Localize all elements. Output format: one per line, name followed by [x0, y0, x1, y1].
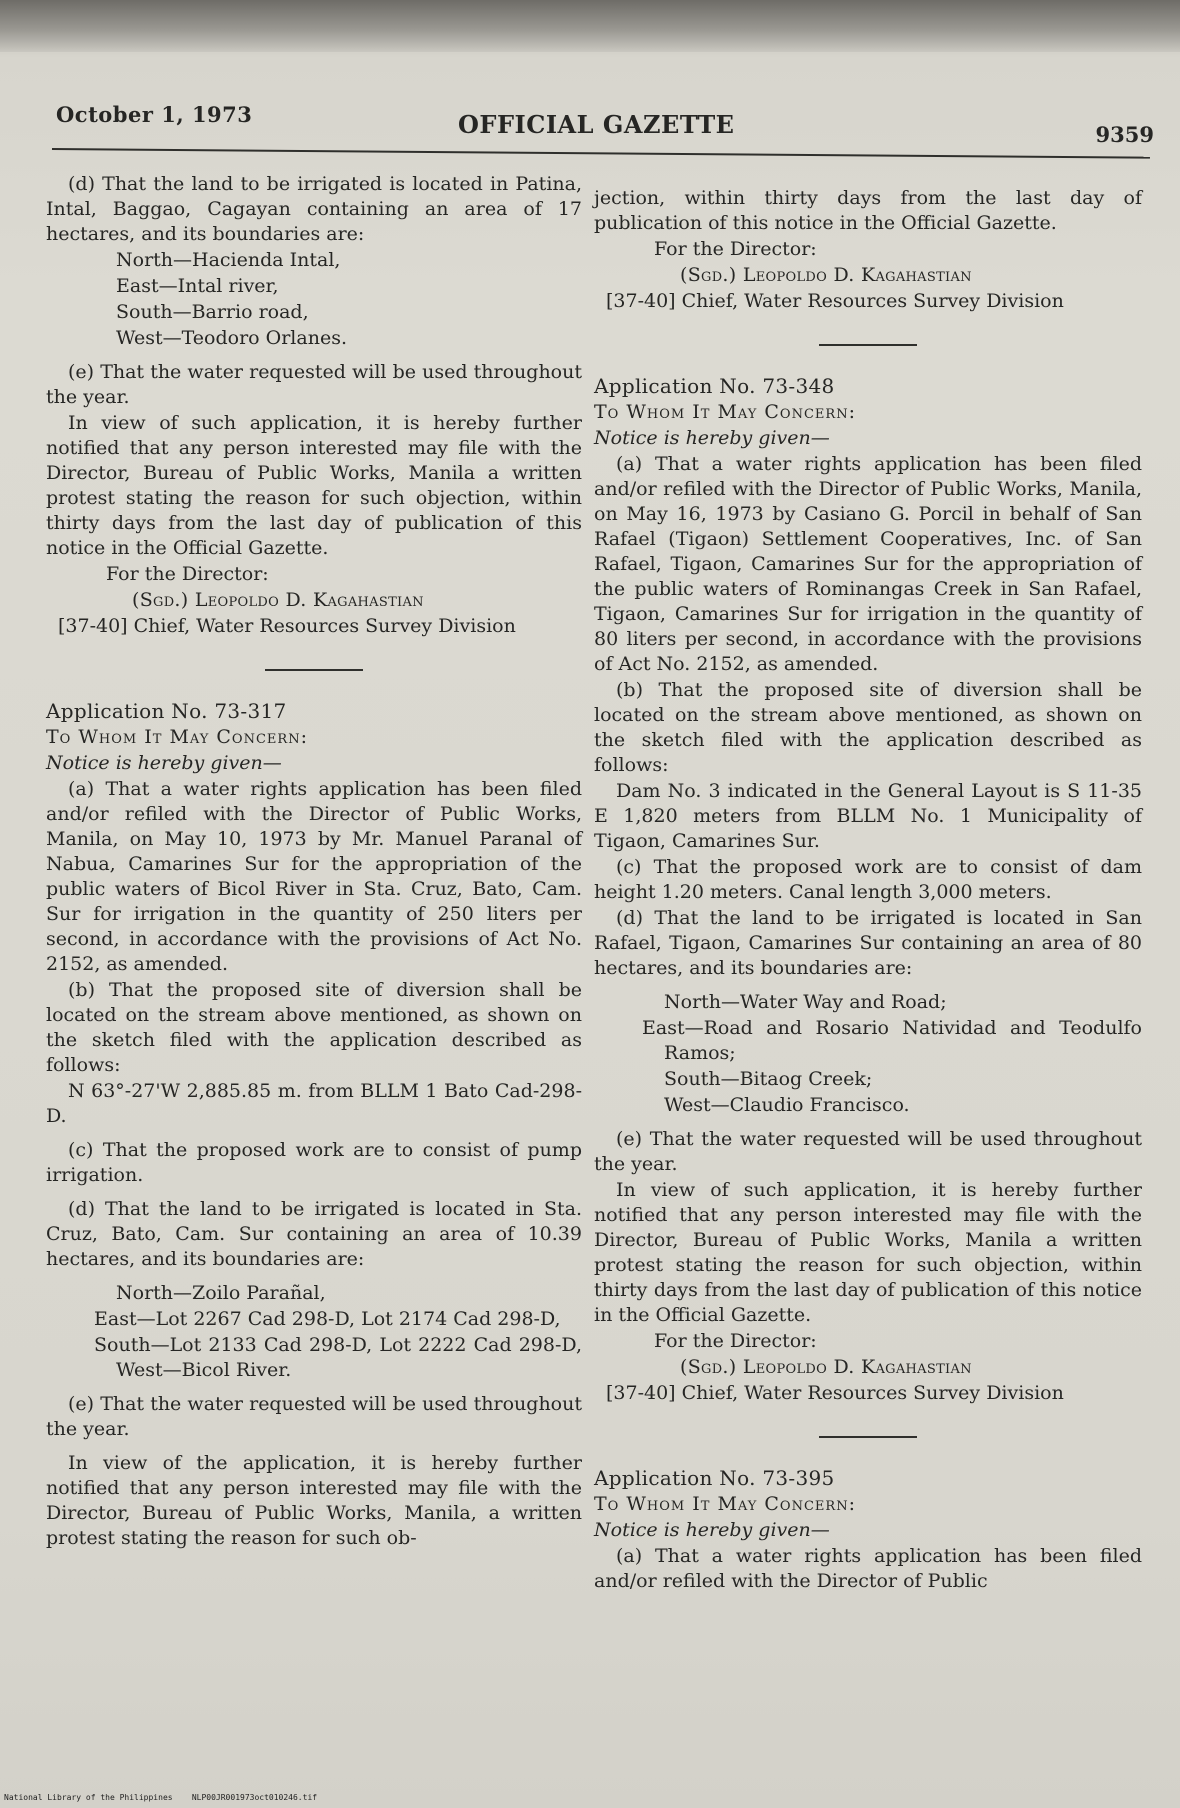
signature-name: (Sgd.) Leopoldo D. Kagahastian — [680, 264, 972, 286]
signature — [46, 588, 582, 613]
right-column — [594, 186, 1142, 1595]
for-director: For the Director: — [654, 1330, 817, 1352]
section-divider — [265, 669, 363, 671]
continuation-text: jection, within thirty days from the last day of publication of this notice in the Official Gazette. — [594, 187, 1142, 234]
application-title: Application No. 73-395 — [594, 1466, 835, 1490]
boundary-north: North—Water Way and Road; — [664, 991, 947, 1013]
scan-footer — [4, 1793, 317, 1802]
paragraph-e: (e) That the water requested will be used throughout the year. — [594, 1128, 1142, 1175]
paragraph-d: (d) That the land to be irrigated is located in Sta. Cruz, Bato, Cam. Sur containing an area of 10.39 hectares, and its boundaries are: — [46, 1198, 582, 1270]
page-header — [46, 92, 1154, 152]
paragraph-a: (a) That a water rights application has been filed and/or refiled with the Director of Public Works, Manila, on May 10, 1973 by Mr. Manuel Paranal of Nabua, Camarines Sur for the appropriation of the public waters of Bicol River in Sta. Cruz, Bato, Cam. Sur for irrigation in the quantity of 250 liters per second, in accordance with the provisions of Act No. 2152, as amended. — [46, 778, 582, 975]
notice-given: Notice is hereby given— — [594, 427, 830, 449]
header-page-number: 9359 — [1095, 122, 1154, 147]
spacer — [46, 1273, 582, 1281]
to-whom-it-may-concern: To Whom It May Concern: — [594, 1493, 856, 1515]
paragraph-d: (d) That the land to be irrigated is located in San Rafael, Tigaon, Camarines Sur containing an area of 80 hectares, and its boundaries are: — [594, 907, 1142, 979]
boundary-south-west: South—Lot 2133 Cad 298-D, Lot 2222 Cad 298-D, West—Bicol River. — [94, 1334, 582, 1381]
for-director: For the Director: — [106, 563, 269, 585]
header-date: October 1, 1973 — [56, 102, 253, 127]
notice-given: Notice is hereby given— — [594, 1519, 830, 1541]
footer-filename: NLP00JR001973oct010246.tif — [191, 1793, 318, 1802]
header-title: OFFICIAL GAZETTE — [458, 110, 735, 139]
boundary-south: South—Barrio road, — [116, 301, 309, 323]
paragraph-d: (d) That the land to be irrigated is located in Patina, Intal, Baggao, Cagayan containing an area of 17 hectares, and its boundaries are: — [46, 173, 582, 245]
spacer — [46, 1384, 582, 1392]
spacer — [46, 1189, 582, 1197]
spacer — [46, 1130, 582, 1138]
boundary-west: West—Teodoro Orlanes. — [116, 327, 347, 349]
application-title: Application No. 73-317 — [46, 699, 287, 723]
notice-given: Notice is hereby given— — [46, 752, 282, 774]
paragraph-c: (c) That the proposed work are to consist of pump irrigation. — [46, 1139, 582, 1186]
application-title: Application No. 73-348 — [594, 374, 835, 398]
boundary-east: East—Intal river, — [116, 275, 279, 297]
paragraph-b: (b) That the proposed site of diversion shall be located on the stream above mentioned, as shown on the sketch filed with the application described as follows: — [46, 979, 582, 1076]
paragraph-e: (e) That the water requested will be used throughout the year. — [46, 361, 582, 408]
section-divider — [819, 344, 917, 346]
signature-name: (Sgd.) Leopoldo D. Kagahastian — [132, 589, 424, 611]
spacer — [594, 982, 1142, 990]
scan-top-edge — [0, 0, 1180, 52]
signature — [594, 263, 1142, 288]
boundary-east: East—Road and Rosario Natividad and Teodulfo Ramos; — [642, 1017, 1142, 1064]
spacer — [46, 352, 582, 360]
paragraph-view: In view of such application, it is hereby further notified that any person interested may file with the Director, Bureau of Public Works, Manila a written protest stating the reason for such objection, within thirty days from the last day of publication of this notice in the Official Gazette. — [46, 412, 582, 559]
signature-title: [37-40] Chief, Water Resources Survey Division — [58, 615, 516, 637]
paragraph-b-detail: Dam No. 3 indicated in the General Layout is S 11-35 E 1,820 meters from BLLM No. 1 Municipality of Tigaon, Camarines Sur. — [594, 780, 1142, 852]
left-column — [46, 172, 582, 1552]
boundary-north: North—Hacienda Intal, — [116, 249, 341, 271]
footer-library: National Library of the Philippines — [4, 1793, 173, 1802]
signature-title: [37-40] Chief, Water Resources Survey Division — [606, 1382, 1064, 1404]
to-whom-it-may-concern: To Whom It May Concern: — [46, 726, 308, 748]
spacer — [46, 1443, 582, 1451]
spacer — [594, 1119, 1142, 1127]
boundary-east: East—Lot 2267 Cad 298-D, Lot 2174 Cad 298-D, — [94, 1308, 561, 1330]
paragraph-view: In view of such application, it is hereby further notified that any person interested may file with the Director, Bureau of Public Works, Manila a written protest stating the reason for such objection, within thirty days from the last day of publication of this notice in the Official Gazette. — [594, 1179, 1142, 1326]
paragraph-b-detail: N 63°-27'W 2,885.85 m. from BLLM 1 Bato Cad-298-D. — [46, 1080, 582, 1127]
section-divider — [819, 1436, 917, 1438]
paragraph-a: (a) That a water rights application has been filed and/or refiled with the Director of Public — [594, 1545, 1142, 1592]
for-director: For the Director: — [654, 238, 817, 260]
to-whom-it-may-concern: To Whom It May Concern: — [594, 401, 856, 423]
paragraph-b: (b) That the proposed site of diversion shall be located on the stream above mentioned, as shown on the sketch filed with the application described as follows: — [594, 679, 1142, 776]
signature — [594, 1355, 1142, 1380]
boundary-west: West—Claudio Francisco. — [664, 1094, 910, 1116]
paragraph-e: (e) That the water requested will be used throughout the year. — [46, 1393, 582, 1440]
signature-name: (Sgd.) Leopoldo D. Kagahastian — [680, 1356, 972, 1378]
paragraph-c: (c) That the proposed work are to consist of dam height 1.20 meters. Canal length 3,000 meters. — [594, 856, 1142, 903]
boundary-south: South—Bitaog Creek; — [664, 1068, 873, 1090]
signature-title: [37-40] Chief, Water Resources Survey Division — [606, 290, 1064, 312]
paragraph-view: In view of the application, it is hereby further notified that any person interested may file with the Director, Bureau of Public Works, Manila, a written protest stating the reason for such ob- — [46, 1452, 582, 1549]
paragraph-a: (a) That a water rights application has been filed and/or refiled with the Director of Public Works, Manila, on May 16, 1973 by Casiano G. Porcil in behalf of San Rafael (Tigaon) Settlement Cooperatives, Inc. of San Rafael, Tigaon, Camarines Sur for the appropriation of the public waters of Rominangas Creek in San Rafael, Tigaon, Camarines Sur for irrigation in the quantity of 80 liters per second, in accordance with the provisions of Act No. 2152, as amended. — [594, 453, 1142, 675]
boundary-north: North—Zoilo Parañal, — [116, 1282, 326, 1304]
